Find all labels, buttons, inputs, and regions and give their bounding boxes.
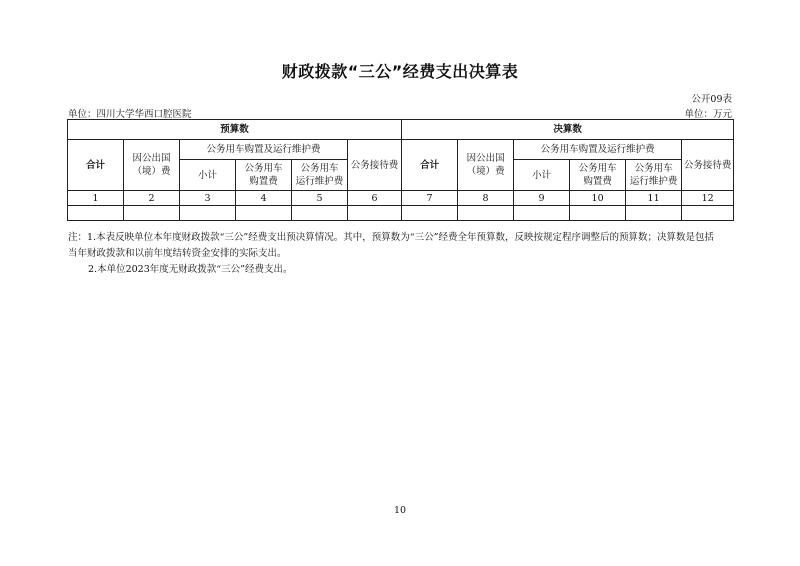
final-abroad-header [458,140,514,191]
value-cell [402,206,458,221]
final-total-header: 合计 [402,140,458,191]
final-operation-line2: 运行维护费 [629,176,678,187]
column-number: 8 [458,191,514,206]
budget-purchase-line1: 公务用车 [244,163,283,174]
budget-operation-header [292,160,348,191]
budget-vehicle-group-header: 公务用车购置及运行维护费 [180,140,348,160]
column-number: 12 [682,191,734,206]
note-1-line-2: 当年财政拨款和以前年度结转资金安排的实际支出。 [68,248,287,259]
budget-header: 预算数 [68,120,402,140]
final-subtotal-header: 小计 [514,160,570,191]
unit-measure: 单位：万元 [684,109,732,120]
budget-operation-line1: 公务用车 [300,163,339,174]
value-cell [348,206,402,221]
notes [68,230,736,278]
final-purchase-line1: 公务用车 [578,163,617,174]
final-abroad-line1: 因公出国 [466,153,505,164]
value-cell [180,206,236,221]
column-number: 3 [180,191,236,206]
unit-name: 单位：四川大学华西口腔医院 [68,109,192,120]
budget-total-header: 合计 [68,140,124,191]
budget-reception-header: 公务接待费 [348,140,402,191]
budget-purchase-header [236,160,292,191]
form-number: 公开09表 [691,94,732,105]
final-abroad-line2: （境）费 [466,166,505,177]
column-number: 6 [348,191,402,206]
value-cell [570,206,626,221]
column-number: 11 [626,191,682,206]
budget-abroad-line2: （境）费 [132,166,171,177]
final-purchase-header [570,160,626,191]
value-cell [682,206,734,221]
value-cell [292,206,348,221]
budget-abroad-header [124,140,180,191]
value-cell [626,206,682,221]
header-row-categories [68,140,734,160]
value-cell [68,206,124,221]
page-title: 财政拨款“三公”经费支出决算表 [281,62,519,81]
note-2: 2.本单位2023年度无财政拨款“三公”经费支出。 [88,264,293,275]
final-reception-header: 公务接待费 [682,140,734,191]
three-public-expenses-table [67,119,734,221]
budget-operation-line2: 运行维护费 [295,176,344,187]
column-number: 2 [124,191,180,206]
final-vehicle-group-header: 公务用车购置及运行维护费 [514,140,682,160]
data-row [68,206,734,221]
page-number: 10 [393,505,407,516]
column-number: 1 [68,191,124,206]
column-number: 5 [292,191,348,206]
value-cell [458,206,514,221]
budget-abroad-line1: 因公出国 [132,153,171,164]
budget-purchase-line2: 购置费 [249,176,278,187]
final-operation-header [626,160,682,191]
column-number: 9 [514,191,570,206]
value-cell [514,206,570,221]
column-number-row [68,191,734,206]
column-number: 10 [570,191,626,206]
final-operation-line1: 公务用车 [634,163,673,174]
budget-subtotal-header: 小计 [180,160,236,191]
note-1-line-1: 注：1.本表反映单位本年度财政拨款“三公”经费支出预决算情况。其中，预算数为“三公”经费全年预算数，反映按规定程序调整后的预算数；决算数是包括 [68,232,714,243]
final-purchase-line2: 购置费 [583,176,612,187]
header-row-sections [68,120,734,140]
value-cell [124,206,180,221]
column-number: 4 [236,191,292,206]
value-cell [236,206,292,221]
final-header: 决算数 [402,120,734,140]
column-number: 7 [402,191,458,206]
